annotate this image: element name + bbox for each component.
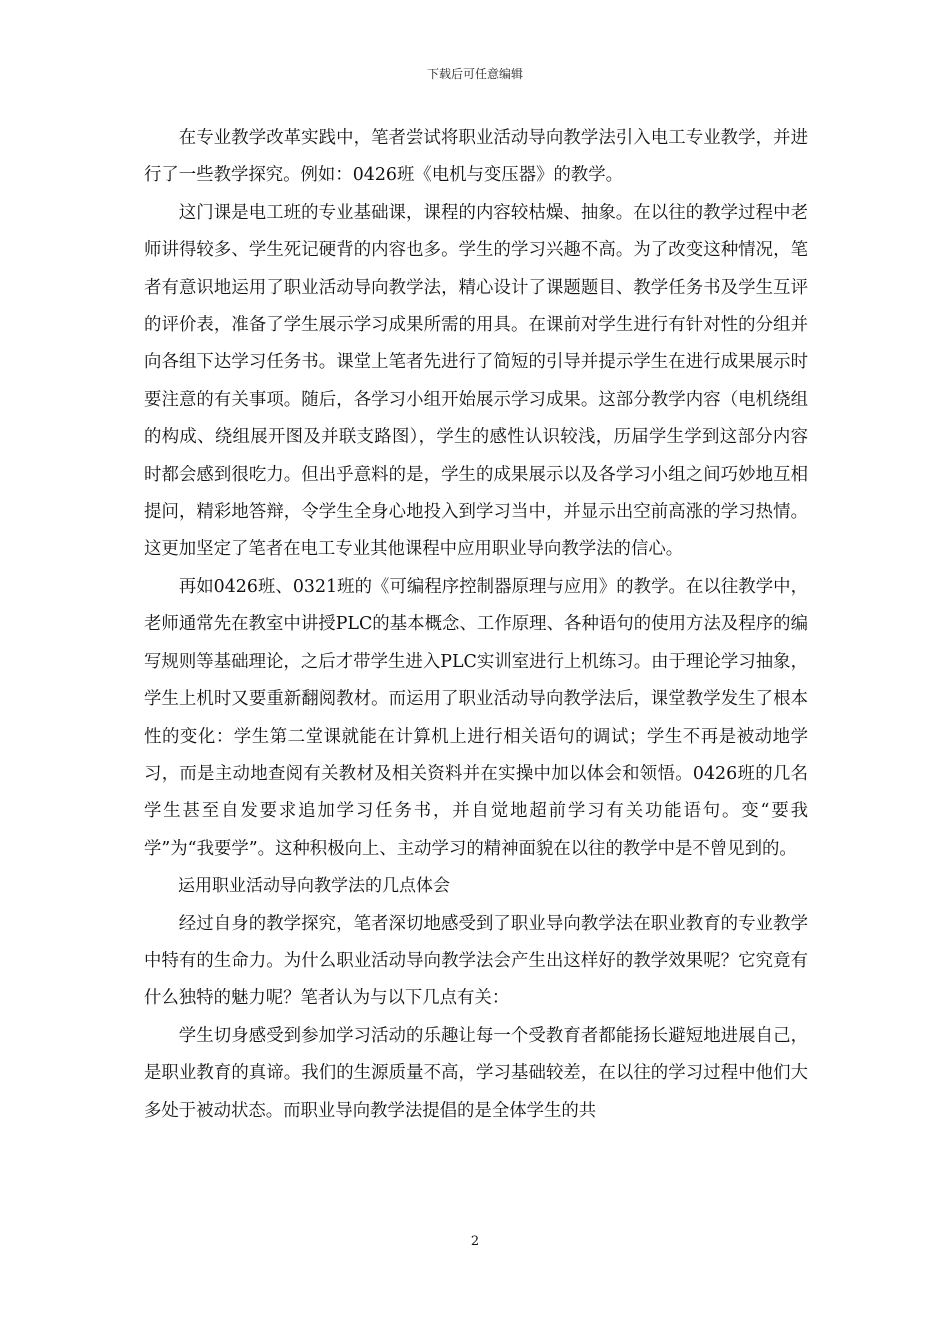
document-body: [144, 120, 808, 1130]
page-header: [0, 66, 950, 82]
paragraph-5: 学生切身感受到参加学习活动的乐趣让每一个受教育者都能扬长避短地进展自己，是职业教育的真谛。我们的生源质量不高，学习基础较差，在以往的学习过程中他们大多处于被动状态。而职业导向教学法提倡的是全体学生的共: [144, 1025, 808, 1121]
paragraph-2: 这门课是电工班的专业基础课，课程的内容较枯燥、抽象。在以往的教学过程中老师讲得较多、学生死记硬背的内容也多。学生的学习兴趣不高。为了改变这种情况，笔者有意识地运用了职业活动导向教学法，精心设计了课题题目、教学任务书及学生互评的评价表，准备了学生展示学习成果所需的用具。在课前对学生进行有针对性的分组并向各组下达学习任务书。课堂上笔者先进行了简短的引导并提示学生在进行成果展示时要注意的有关事项。随后，各学习小组开始展示学习成果。这部分教学内容（电机绕组的构成、绕组展开图及并联支路图），学生的感性认识较浅，历届学生学到这部分内容时都会感到很吃力。但出乎意料的是，学生的成果展示以及各学习小组之间巧妙地互相提问，精彩地答辩，令学生全身心地投入到学习当中，并显示出空前高涨的学习热情。这更加坚定了笔者在电工专业其他课程中应用职业导向教学法的信心。: [144, 202, 808, 560]
paragraph-4: 经过自身的教学探究，笔者深切地感受到了职业导向教学法在职业教育的专业教学中特有的生命力。为什么职业活动导向教学法会产生出这样好的教学效果呢？它究竟有什么独特的魅力呢？笔者认为与以下几点有关：: [144, 913, 808, 1009]
page-footer: [0, 1234, 950, 1250]
page-number: 2: [470, 1234, 480, 1249]
section-heading: 运用职业活动导向教学法的几点体会: [178, 876, 450, 897]
paragraph-3: 再如0426班、0321班的《可编程序控制器原理与应用》的教学。在以往教学中，老师通常先在教室中讲授PLC的基本概念、工作原理、各种语句的使用方法及程序的编写规则等基础理论，之后才带学生进入PLC实训室进行上机练习。由于理论学习抽象，学生上机时又要重新翻阅教材。而运用了职业活动导向教学法后，课堂教学发生了根本性的变化：学生第二堂课就能在计算机上进行相关语句的调试；学生不再是被动地学习，而是主动地查阅有关教材及相关资料并在实操中加以体会和领悟。0426班的几名学生甚至自发要求追加学习任务书，并自觉地超前学习有关功能语句。变“要我学”为“我要学”。这种积极向上、主动学习的精神面貌在以往的教学中是不曾见到的。: [144, 576, 808, 859]
header-text: 下载后可任意编辑: [426, 67, 523, 81]
paragraph-1: 在专业教学改革实践中，笔者尝试将职业活动导向教学法引入电工专业教学，并进行了一些教学探究。例如：0426班《电机与变压器》的教学。: [144, 128, 808, 186]
